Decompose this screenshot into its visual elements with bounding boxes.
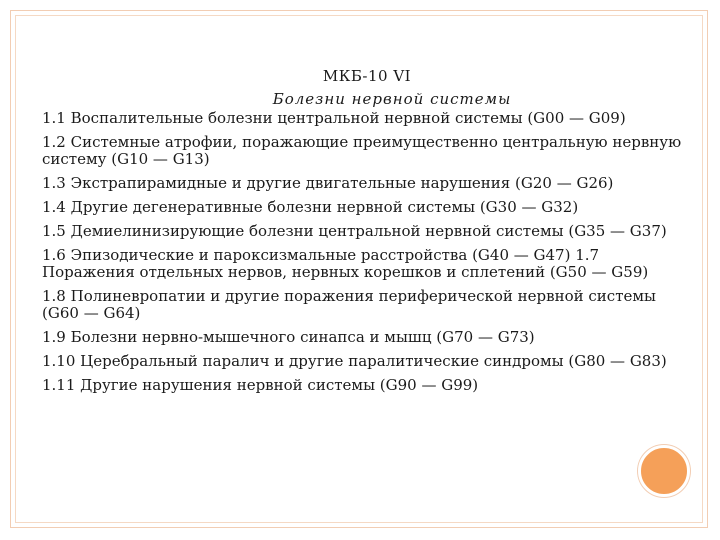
list-item: 1.11 Другие нарушения нервной системы (G90 — G99) — [42, 376, 479, 394]
disease-list — [42, 110, 682, 394]
list-item: 1.6 Эпизодические и пароксизмальные расстройства (G40 — G47) 1.7 Поражения отдельных нервов, нервных корешков и сплетений (G50 — G59) — [42, 246, 649, 281]
list-item: 1.4 Другие дегенеративные болезни нервной системы (G30 — G32) — [42, 198, 579, 216]
list-item: 1.9 Болезни нервно-мышечного синапса и мышц (G70 — G73) — [42, 328, 535, 346]
list-item: 1.3 Экстрапирамидные и другие двигательные нарушения (G20 — G26) — [42, 174, 614, 192]
list-item: 1.8 Полиневропатии и другие поражения периферической нервной системы (G60 — G64) — [42, 287, 656, 322]
list-item: 1.2 Системные атрофии, поражающие преимущественно центральную нервную систему (G10 — G13) — [42, 133, 682, 168]
list-item: 1.5 Демиелинизирующие болезни центральной нервной системы (G35 — G37) — [42, 222, 667, 240]
slide-title: МКБ-10 VI — [322, 67, 412, 85]
slide-subtitle: Болезни нервной системы — [272, 90, 512, 108]
decorative-circle — [638, 445, 690, 497]
list-item: 1.10 Церебральный паралич и другие паралитические синдромы (G80 — G83) — [42, 352, 667, 370]
slide-content — [42, 64, 682, 401]
list-item: 1.1 Воспалительные болезни центральной нервной системы (G00 — G09) — [42, 109, 626, 127]
